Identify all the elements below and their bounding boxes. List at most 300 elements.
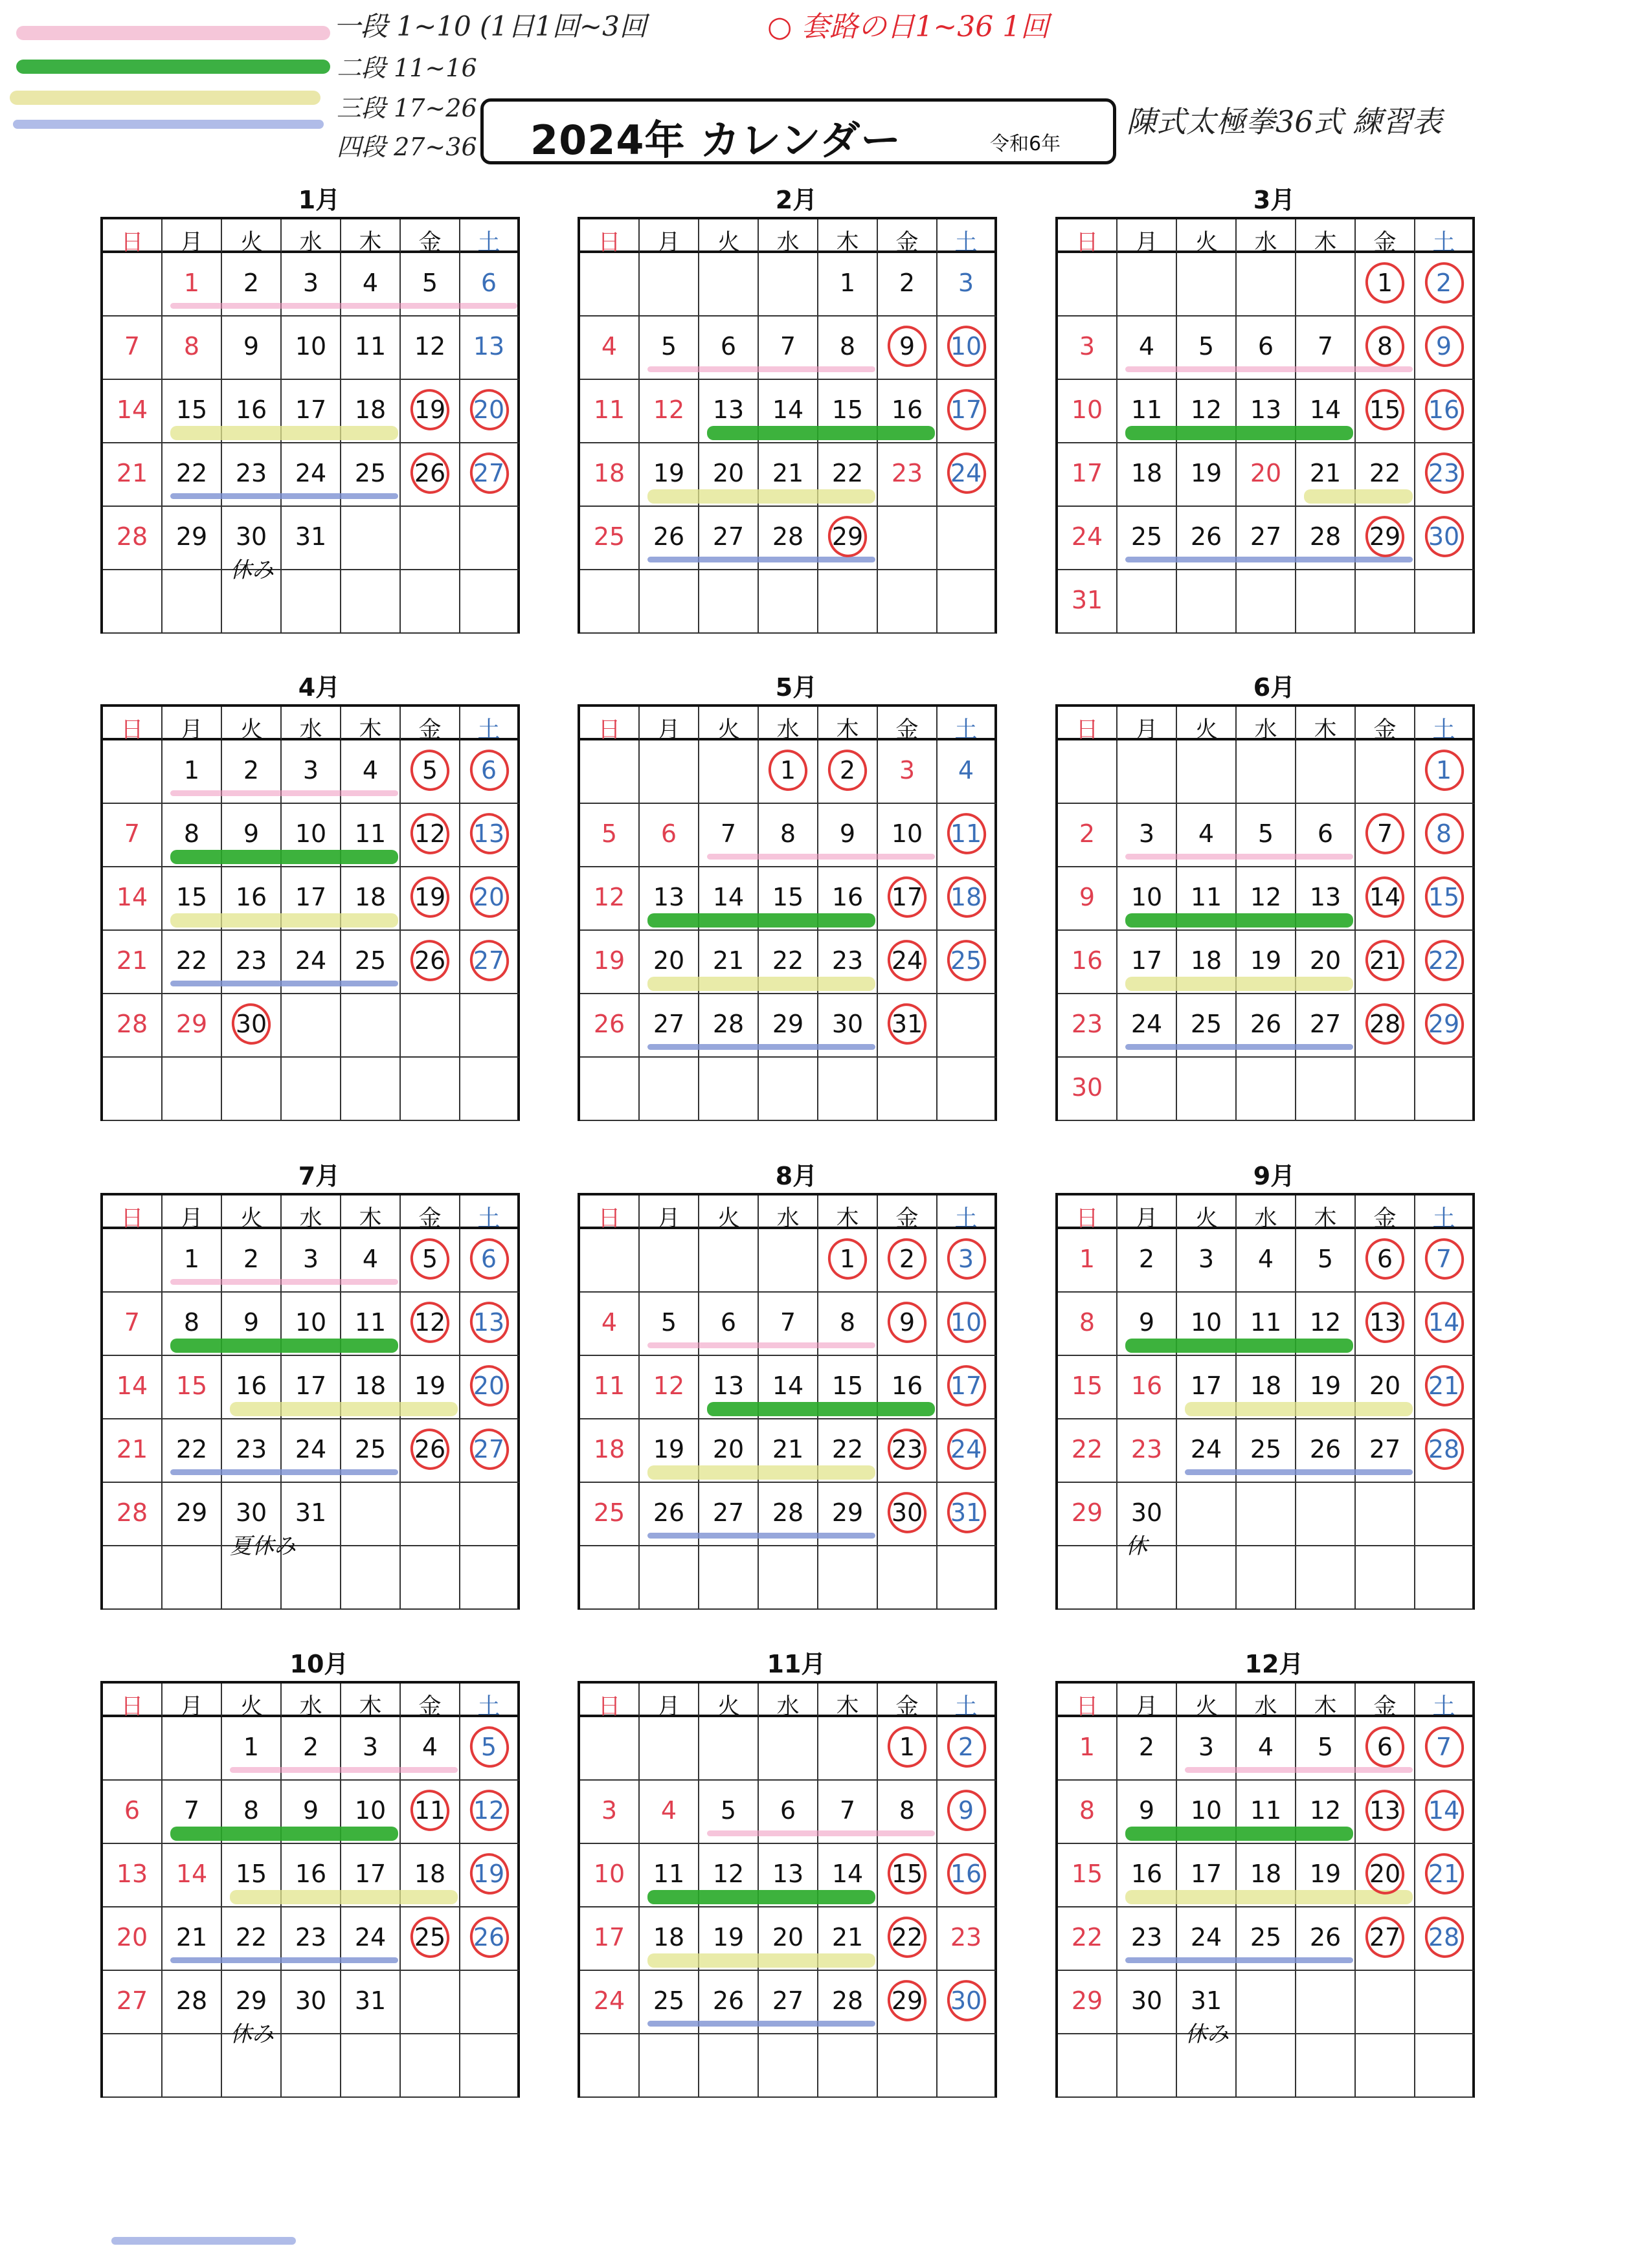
- day-cell: [640, 740, 699, 804]
- highlighter-mark-pink: [170, 790, 398, 796]
- day-number: 16: [891, 395, 923, 424]
- day-cell: [938, 1293, 997, 1356]
- weekday-label: 火: [1195, 717, 1218, 743]
- weekday-label: 木: [1314, 1206, 1337, 1232]
- highlighter-mark-blue: [647, 1533, 875, 1539]
- day-number: 25: [653, 1986, 685, 2015]
- day-number: 22: [175, 946, 208, 975]
- day-cell: [759, 2034, 818, 2098]
- day-cell: [163, 1844, 222, 1907]
- day-cell: [103, 994, 163, 1058]
- highlighter-mark-blue: [170, 981, 398, 986]
- day-number: 29: [891, 1986, 923, 2015]
- weekday-header-cell: [103, 707, 163, 743]
- day-number: 10: [1071, 395, 1103, 424]
- day-number: 27: [712, 1498, 745, 1527]
- done-circle-mark: [406, 1234, 454, 1284]
- done-circle-mark: [227, 999, 275, 1049]
- day-cell: [938, 1483, 997, 1546]
- weekday-label: 水: [776, 1206, 800, 1232]
- day-cell: [401, 1293, 460, 1356]
- day-number: 1: [780, 756, 796, 784]
- day-cell: [103, 1293, 163, 1356]
- day-number: 25: [1130, 522, 1163, 551]
- day-cell: [1177, 1971, 1237, 2047]
- weekday-header-cell: [1356, 219, 1415, 256]
- highlighter-mark-blue: [1125, 1957, 1353, 1963]
- day-number: 23: [891, 459, 923, 487]
- day-cell: [1356, 1229, 1415, 1293]
- day-number: 25: [950, 946, 982, 975]
- done-circle-mark: [406, 746, 454, 795]
- day-number: 13: [473, 332, 505, 361]
- day-cell: [282, 507, 341, 570]
- day-number: 2: [899, 269, 915, 297]
- month-title: 1月: [298, 186, 341, 214]
- day-number: 25: [354, 946, 387, 975]
- day-cell: [640, 2034, 699, 2098]
- week-row: [1058, 570, 1475, 634]
- weekday-label: 水: [299, 1206, 322, 1232]
- day-cell: [341, 507, 401, 570]
- month-title: 5月: [775, 673, 818, 702]
- day-cell: [1356, 1293, 1415, 1356]
- month-title: 2月: [775, 186, 818, 214]
- day-number: 17: [593, 1923, 625, 1951]
- day-cell: [341, 570, 401, 634]
- weekday-label: 金: [895, 1694, 919, 1720]
- day-number: 8: [183, 819, 200, 848]
- highlighter-mark-green: [647, 1890, 875, 1904]
- weekday-label: 日: [598, 1206, 621, 1232]
- day-cell: [878, 570, 938, 634]
- day-number: 14: [116, 1372, 148, 1400]
- day-number: 28: [712, 1010, 745, 1038]
- done-circle-mark: [466, 1425, 513, 1474]
- day-cell: [1415, 931, 1475, 994]
- day-cell: [282, 994, 341, 1058]
- weekday-label: 土: [954, 1206, 978, 1232]
- day-number: 24: [295, 1435, 327, 1463]
- day-cell: [341, 1546, 401, 1610]
- highlighter-mark-yellow: [230, 1890, 458, 1904]
- day-cell: [878, 1058, 938, 1121]
- page-title: 2024年 カレンダー: [530, 117, 902, 164]
- done-circle-mark: [943, 873, 991, 922]
- day-number: 2: [243, 756, 260, 784]
- day-cell: [640, 1229, 699, 1293]
- day-number: 5: [421, 1245, 438, 1273]
- day-number: 27: [653, 1010, 685, 1038]
- day-cell: [460, 867, 520, 931]
- day-number: 20: [1309, 946, 1342, 975]
- day-cell: [341, 1971, 401, 2034]
- day-cell: [222, 317, 282, 380]
- highlighter-mark-yellow: [647, 1953, 875, 1968]
- day-cell: [282, 317, 341, 380]
- day-cell: [580, 931, 640, 994]
- highlighter-mark-blue: [1185, 1469, 1413, 1475]
- day-cell: [580, 380, 640, 443]
- day-number: 6: [1376, 1733, 1393, 1761]
- weekday-header-cell: [580, 1195, 640, 1232]
- day-number: 26: [414, 1435, 446, 1463]
- done-circle-mark: [1421, 936, 1468, 986]
- week-row: [1058, 1971, 1475, 2047]
- weekday-label: 月: [180, 717, 203, 743]
- day-cell: [580, 804, 640, 867]
- done-circle-mark: [466, 385, 513, 435]
- day-number: 12: [653, 1372, 685, 1400]
- day-number: 4: [1198, 819, 1215, 848]
- month-grid: [1055, 217, 1475, 634]
- day-cell: [878, 1229, 938, 1293]
- done-circle-mark: [466, 936, 513, 986]
- day-number: 19: [414, 1372, 446, 1400]
- day-number: 7: [183, 1796, 200, 1825]
- day-number: 9: [839, 819, 856, 848]
- day-cell: [1415, 867, 1475, 931]
- done-circle-mark: [1421, 322, 1468, 372]
- day-cell: [878, 253, 938, 317]
- day-cell: [1415, 740, 1475, 804]
- day-number: 15: [175, 883, 208, 911]
- day-number: 8: [183, 1308, 200, 1337]
- day-cell: [640, 253, 699, 317]
- day-cell: [1356, 931, 1415, 994]
- highlighter-mark-blue: [170, 1957, 398, 1963]
- day-cell: [580, 253, 640, 317]
- day-cell: [282, 1971, 341, 2034]
- weekday-header-cell: [1058, 707, 1118, 743]
- day-number: 16: [235, 1372, 267, 1400]
- day-number: 9: [243, 819, 260, 848]
- day-cell: [163, 1483, 222, 1546]
- day-cell: [878, 317, 938, 380]
- weekday-header-cell: [818, 219, 878, 256]
- day-number: 19: [653, 459, 685, 487]
- weekday-header-cell: [818, 1195, 878, 1232]
- weekday-label: 日: [120, 1694, 144, 1720]
- done-circle-mark: [1361, 873, 1409, 922]
- done-circle-mark: [943, 449, 991, 498]
- day-cell: [1356, 804, 1415, 867]
- day-number: 12: [473, 1796, 505, 1825]
- day-cell: [878, 1546, 938, 1610]
- day-number: 31: [354, 1986, 387, 2015]
- day-cell: [163, 1717, 222, 1781]
- day-number: 8: [1079, 1308, 1095, 1337]
- day-cell: [1058, 1419, 1118, 1483]
- day-cell: [938, 1717, 997, 1781]
- day-cell: [103, 1844, 163, 1907]
- day-cell: [938, 1229, 997, 1293]
- done-circle-mark: [406, 1786, 454, 1836]
- done-circle-mark: [466, 746, 513, 795]
- day-cell: [1415, 1546, 1475, 1610]
- highlighter-mark-pink: [1185, 1767, 1413, 1773]
- day-number: 11: [414, 1796, 446, 1825]
- day-cell: [163, 994, 222, 1058]
- weekday-label: 水: [1254, 717, 1277, 743]
- day-number: 13: [116, 1860, 148, 1888]
- day-number: 9: [243, 332, 260, 361]
- day-cell: [818, 1546, 878, 1610]
- day-cell: [1177, 1058, 1237, 1121]
- day-number: 7: [1317, 332, 1334, 361]
- day-number: 14: [712, 883, 745, 911]
- day-cell: [1356, 1907, 1415, 1971]
- weekday-header-cell: [1177, 1684, 1237, 1720]
- done-circle-mark: [1361, 809, 1409, 859]
- day-cell: [222, 1483, 296, 1559]
- weekday-header-cell: [699, 1684, 759, 1720]
- day-number: 15: [1071, 1860, 1103, 1888]
- day-number: 18: [354, 1372, 387, 1400]
- week-row: [1058, 2034, 1475, 2098]
- weekday-label: 木: [1314, 717, 1337, 743]
- day-cell: [460, 1058, 520, 1121]
- weekday-label: 月: [657, 717, 680, 743]
- day-number: 28: [772, 522, 804, 551]
- day-number: 7: [124, 332, 140, 361]
- day-cell: [1296, 1546, 1356, 1610]
- day-cell: [580, 317, 640, 380]
- done-circle-mark: [466, 873, 513, 922]
- done-circle-mark: [943, 809, 991, 859]
- week-row: [580, 1229, 997, 1293]
- day-cell: [1415, 1781, 1475, 1844]
- day-cell: [222, 1058, 282, 1121]
- day-number: 27: [473, 1435, 505, 1463]
- day-cell: [1118, 2034, 1177, 2098]
- done-circle-mark: [466, 1849, 513, 1899]
- day-number: 31: [1071, 586, 1103, 614]
- day-cell: [878, 443, 938, 507]
- day-number: 23: [950, 1923, 982, 1951]
- weekday-header-cell: [341, 1195, 401, 1232]
- day-cell: [103, 1546, 163, 1610]
- day-cell: [938, 1546, 997, 1610]
- day-cell: [1415, 1717, 1475, 1781]
- day-cell: [580, 740, 640, 804]
- done-circle-mark: [883, 1849, 931, 1899]
- day-number: 22: [772, 946, 804, 975]
- weekday-label: 金: [895, 717, 919, 743]
- done-circle-mark: [1361, 1786, 1409, 1836]
- day-number: 13: [473, 1308, 505, 1337]
- day-number: 6: [1376, 1245, 1393, 1273]
- day-number: 22: [891, 1923, 923, 1951]
- day-cell: [759, 1058, 818, 1121]
- weekday-label: 水: [299, 1694, 322, 1720]
- day-number: 25: [1250, 1435, 1282, 1463]
- day-cell: [1415, 994, 1475, 1058]
- day-number: 4: [958, 756, 974, 784]
- day-number: 20: [712, 1435, 745, 1463]
- day-number: 21: [772, 459, 804, 487]
- day-cell: [460, 2034, 520, 2098]
- week-row: [103, 570, 520, 634]
- weekday-label: 水: [299, 230, 322, 256]
- weekday-header-cell: [1118, 1684, 1177, 1720]
- day-number: 23: [1428, 459, 1460, 487]
- day-cell: [1058, 804, 1118, 867]
- day-cell: [1415, 570, 1475, 634]
- handwritten-note: 休: [1125, 1533, 1147, 1559]
- day-number: 24: [1190, 1435, 1222, 1463]
- day-number: 25: [354, 1435, 387, 1463]
- day-number: 3: [958, 269, 974, 297]
- weekday-label: 月: [1135, 230, 1158, 256]
- day-number: 29: [772, 1010, 804, 1038]
- day-cell: [580, 994, 640, 1058]
- highlighter-mark-green: [170, 850, 398, 864]
- day-cell: [1415, 2034, 1475, 2098]
- day-number: 16: [235, 395, 267, 424]
- weekday-header-cell: [580, 707, 640, 743]
- day-number: 11: [653, 1860, 685, 1888]
- legend-swatch-pink: [16, 26, 330, 40]
- weekday-header-cell: [460, 1195, 520, 1232]
- day-number: 8: [1435, 819, 1452, 848]
- day-number: 15: [175, 1372, 208, 1400]
- weekday-label: 木: [1314, 1694, 1337, 1720]
- day-number: 1: [183, 756, 200, 784]
- done-circle-mark: [943, 1488, 991, 1538]
- day-number: 23: [295, 1923, 327, 1951]
- day-cell: [1356, 1483, 1415, 1546]
- day-number: 6: [1257, 332, 1274, 361]
- day-cell: [699, 570, 759, 634]
- day-cell: [1296, 570, 1356, 634]
- weekday-label: 月: [657, 1694, 680, 1720]
- day-cell: [640, 1546, 699, 1610]
- day-cell: [580, 1546, 640, 1610]
- day-number: 9: [302, 1796, 319, 1825]
- day-cell: [460, 380, 520, 443]
- day-number: 28: [772, 1498, 804, 1527]
- day-cell: [460, 1419, 520, 1483]
- day-cell: [1415, 507, 1475, 570]
- day-cell: [1356, 1971, 1415, 2034]
- highlighter-mark-pink: [647, 366, 875, 372]
- day-number: 22: [1428, 946, 1460, 975]
- day-cell: [1118, 1419, 1177, 1483]
- highlighter-mark-blue: [170, 493, 398, 499]
- day-number: 3: [1138, 819, 1155, 848]
- day-number: 7: [1435, 1733, 1452, 1761]
- day-number: 19: [712, 1923, 745, 1951]
- weekday-label: 月: [180, 1206, 203, 1232]
- handwritten-note: 休み: [230, 557, 274, 583]
- day-cell: [163, 1546, 222, 1610]
- day-number: 24: [295, 946, 327, 975]
- day-cell: [580, 1483, 640, 1546]
- day-number: 14: [116, 883, 148, 911]
- weekday-header-cell: [878, 219, 938, 256]
- day-cell: [1237, 1229, 1296, 1293]
- day-cell: [580, 1781, 640, 1844]
- weekday-label: 火: [717, 1694, 740, 1720]
- day-number: 18: [593, 1435, 625, 1463]
- day-number: 29: [175, 1010, 208, 1038]
- day-number: 6: [720, 332, 737, 361]
- day-cell: [1058, 931, 1118, 994]
- day-cell: [878, 1717, 938, 1781]
- weekday-label: 金: [418, 1694, 442, 1720]
- day-number: 12: [653, 395, 685, 424]
- day-number: 27: [116, 1986, 148, 2015]
- day-number: 29: [1428, 1010, 1460, 1038]
- week-row: [103, 2034, 520, 2098]
- day-number: 5: [601, 819, 618, 848]
- highlighter-mark-yellow: [1125, 1890, 1413, 1904]
- day-number: 14: [175, 1860, 208, 1888]
- done-circle-mark: [406, 1425, 454, 1474]
- highlighter-mark-blue: [1125, 1044, 1353, 1050]
- day-cell: [818, 740, 878, 804]
- weekday-header-cell: [1415, 219, 1475, 256]
- day-cell: [282, 570, 341, 634]
- day-cell: [1237, 253, 1296, 317]
- weekday-header-cell: [163, 1195, 222, 1232]
- day-number: 20: [772, 1923, 804, 1951]
- day-number: 10: [1190, 1796, 1222, 1825]
- highlighter-mark-green: [1125, 426, 1353, 440]
- weekday-label: 日: [120, 1206, 144, 1232]
- day-number: 3: [1198, 1733, 1215, 1761]
- weekday-label: 木: [836, 717, 859, 743]
- month-grid: [578, 1681, 997, 2098]
- done-circle-mark: [466, 809, 513, 859]
- day-cell: [401, 1907, 460, 1971]
- day-cell: [818, 253, 878, 317]
- day-cell: [640, 570, 699, 634]
- month-title: 10月: [289, 1650, 349, 1678]
- week-row: [580, 1717, 997, 1781]
- done-circle-mark: [406, 385, 454, 435]
- day-number: 12: [712, 1860, 745, 1888]
- done-circle-mark: [1421, 1722, 1468, 1772]
- legend-label-3: 三段 17~26: [337, 94, 477, 122]
- day-number: 22: [175, 459, 208, 487]
- day-number: 7: [720, 819, 737, 848]
- day-number: 16: [235, 883, 267, 911]
- done-circle-mark: [943, 1425, 991, 1474]
- day-number: 26: [653, 1498, 685, 1527]
- day-number: 27: [772, 1986, 804, 2015]
- month-grid: [100, 217, 520, 634]
- day-number: 3: [899, 756, 915, 784]
- weekday-header-cell: [1296, 707, 1356, 743]
- weekday-header-cell: [1058, 1684, 1118, 1720]
- day-cell: [1058, 380, 1118, 443]
- day-number: 19: [414, 395, 446, 424]
- highlighter-mark-yellow: [170, 913, 398, 928]
- day-cell: [640, 1356, 699, 1419]
- day-number: 3: [1079, 332, 1095, 361]
- day-number: 3: [302, 269, 319, 297]
- day-number: 25: [1190, 1010, 1222, 1038]
- weekday-label: 水: [1254, 230, 1277, 256]
- day-number: 20: [473, 395, 505, 424]
- day-number: 12: [414, 1308, 446, 1337]
- day-cell: [460, 931, 520, 994]
- day-cell: [401, 740, 460, 804]
- day-number: 28: [175, 1986, 208, 2015]
- day-number: 22: [831, 459, 864, 487]
